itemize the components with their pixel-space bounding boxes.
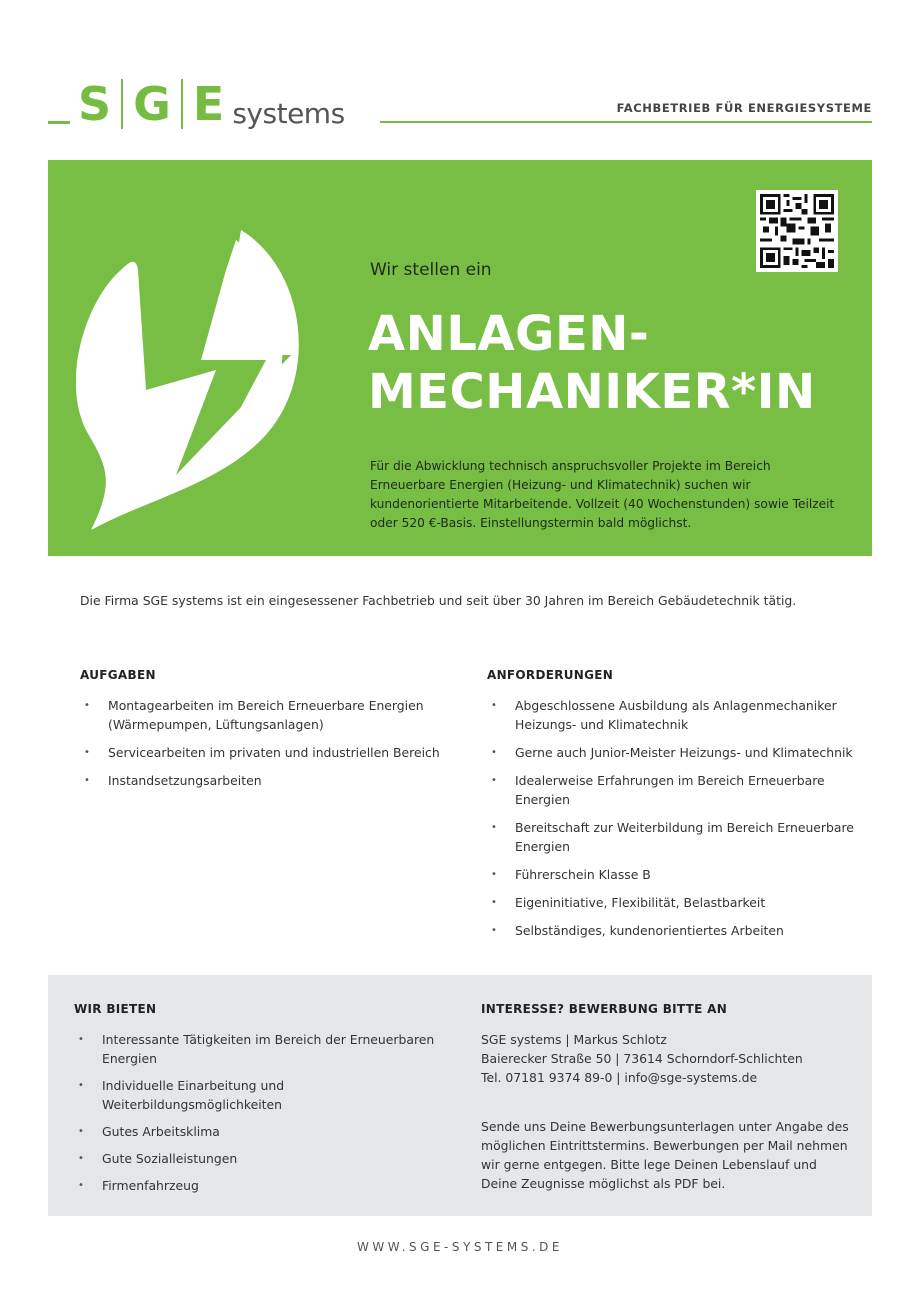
logo-line-left bbox=[48, 121, 70, 124]
application-instructions: Sende uns Deine Bewerbungsunterlagen unter Angabe des möglichen Eintrittstermins. Bewerbungen per Mail nehmen wir gerne entgegen. Bitte lege Deinen Lebenslauf und Deine Zeugnisse möglichst als PDF bei. bbox=[481, 1119, 849, 1191]
list-item: • Gutes Arbeitsklima bbox=[74, 1122, 454, 1141]
company-intro: Die Firma SGE systems ist ein eingesessener Fachbetrieb und seit über 30 Jahren im Bereich Gebäudetechnik tätig. bbox=[80, 593, 797, 608]
tasks-list bbox=[80, 696, 470, 790]
list-item: • Gute Sozialleistungen bbox=[74, 1149, 454, 1168]
website-link[interactable]: WWW.SGE-SYSTEMS.DE bbox=[357, 1240, 563, 1254]
benefits-section bbox=[74, 1002, 454, 1203]
list-item: • Instandsetzungsarbeiten bbox=[80, 771, 470, 790]
tasks-section bbox=[80, 668, 470, 799]
job-title-line-1: ANLAGEN- bbox=[368, 306, 650, 362]
logo-separator bbox=[181, 79, 183, 129]
section-title: INTERESSE? BEWERBUNG BITTE AN bbox=[481, 1002, 728, 1016]
list-item: • Servicearbeiten im privaten und industriellen Bereich bbox=[80, 743, 470, 762]
logo-letter-e: E bbox=[192, 77, 225, 131]
hero-description: Für die Abwicklung technisch anspruchsvoller Projekte im Bereich Erneuerbare Energien (Heizung- und Klimatechnik) suchen wir kundenorientierte Mitarbeitende. Vollzeit (40 Wochenstunden) sowie Teilzeit oder 520 €-Basis. Einstellungstermin bald möglichst. bbox=[370, 459, 835, 530]
contact-address: Baierecker Straße 50 | 73614 Schorndorf-Schlichten bbox=[481, 1051, 803, 1066]
list-item: • Selbständiges, kundenorientiertes Arbeiten bbox=[487, 921, 877, 940]
list-item: • Montagearbeiten im Bereich Erneuerbare Energien (Wärmepumpen, Lüftungsanlagen) bbox=[80, 696, 470, 734]
application-section bbox=[481, 1002, 851, 1193]
list-item: • Individuelle Einarbeitung und Weiterbildungsmöglichkeiten bbox=[74, 1076, 454, 1114]
list-item: • Abgeschlossene Ausbildung als Anlagenmechaniker Heizungs- und Klimatechnik bbox=[487, 696, 877, 734]
company-logo[interactable] bbox=[78, 74, 345, 134]
list-item: • Interessante Tätigkeiten im Bereich der Erneuerbaren Energien bbox=[74, 1030, 454, 1068]
section-title: WIR BIETEN bbox=[74, 1002, 157, 1016]
qr-code-icon[interactable] bbox=[756, 190, 838, 272]
lightning-drop-icon bbox=[76, 230, 306, 530]
hero-banner bbox=[48, 160, 872, 556]
requirements-list bbox=[487, 696, 877, 940]
section-title: ANFORDERUNGEN bbox=[487, 668, 614, 682]
list-item: • Idealerweise Erfahrungen im Bereich Erneuerbare Energien bbox=[487, 771, 877, 809]
section-title: AUFGABEN bbox=[80, 668, 156, 682]
job-title-line-2: MECHANIKER*IN bbox=[368, 364, 816, 420]
contact-block bbox=[481, 1030, 851, 1087]
benefits-list bbox=[74, 1030, 454, 1195]
list-item: • Bereitschaft zur Weiterbildung im Bereich Erneuerbare Energien bbox=[487, 818, 877, 856]
logo-separator bbox=[121, 79, 123, 129]
list-item: • Firmenfahrzeug bbox=[74, 1176, 454, 1195]
list-item: • Gerne auch Junior-Meister Heizungs- und Klimatechnik bbox=[487, 743, 877, 762]
header-rule bbox=[380, 121, 872, 123]
logo-letter-s: S bbox=[78, 77, 112, 131]
contact-phone-email[interactable]: Tel. 07181 9374 89-0 | info@sge-systems.de bbox=[481, 1070, 758, 1085]
logo-letter-g: G bbox=[133, 77, 171, 131]
logo-word: systems bbox=[232, 96, 345, 130]
list-item: • Eigeninitiative, Flexibilität, Belastbarkeit bbox=[487, 893, 877, 912]
requirements-section bbox=[487, 668, 877, 949]
list-item: • Führerschein Klasse B bbox=[487, 865, 877, 884]
offer-contact-box bbox=[48, 975, 872, 1216]
contact-name: SGE systems | Markus Schlotz bbox=[481, 1032, 667, 1047]
hero-intro: Wir stellen ein bbox=[370, 260, 492, 280]
header-tagline: FACHBETRIEB FÜR ENERGIESYSTEME bbox=[616, 101, 872, 115]
job-title bbox=[368, 305, 816, 421]
